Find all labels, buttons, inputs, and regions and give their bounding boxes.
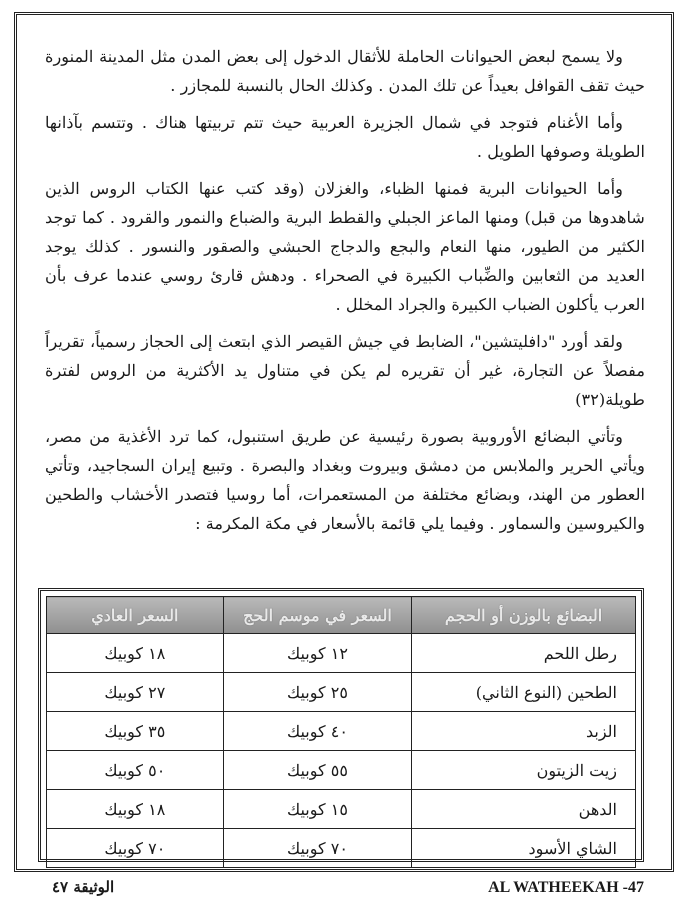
cell-normal-price: ١٨ كوبيك: [47, 790, 224, 829]
paragraph-wild-animals: وأما الحيوانات البرية فمنها الظباء، والغزلان (وقد كتب عنها الكتاب الروس الذين شاهدوها من قبل) ومنها الماعز الجبلي والقطط البرية والضباع والنمور والقرود . كما توجد الكثير من الطيور، منها النعام والبجع والدجاج الحبشي والصقور والنسور . كذلك يوجد العديد من الثعابين والضِّباب الكبيرة في الصحراء . ودهش قارئ روسي عندما عرف بأن العرب يأكلون الضباب الكبيرة والجراد المخلل .: [45, 179, 645, 314]
cell-item: رطل اللحم: [412, 634, 636, 673]
article-body: [45, 42, 645, 546]
table-header-row: [47, 597, 636, 634]
table-row: [47, 712, 636, 751]
cell-normal-price: ٧٠ كوبيك: [47, 829, 224, 868]
cell-normal-price: ٢٧ كوبيك: [47, 673, 224, 712]
price-table: [46, 596, 636, 868]
cell-normal-price: ٥٠ كوبيك: [47, 751, 224, 790]
cell-normal-price: ٣٥ كوبيك: [47, 712, 224, 751]
price-table-frame: [38, 588, 644, 862]
header-hajj-price: السعر في موسم الحج: [223, 597, 411, 634]
header-goods: البضائع بالوزن أو الحجم: [412, 597, 636, 634]
table-row: [47, 790, 636, 829]
cell-item: الزبد: [412, 712, 636, 751]
table-row: [47, 751, 636, 790]
cell-hajj-price: ٥٥ كوبيك: [223, 751, 411, 790]
paragraph-trade-goods: وتأتي البضائع الأوروبية بصورة رئيسية عن طريق استنبول، كما ترد الأغذية من مصر، ويأتي الحرير والملابس من دمشق وبيروت وبغداد والبصرة . وتبيع إيران السجاجيد، وتأتي العطور من الهند، وبضائع مختلفة من المستعمرات، أما روسيا فتصدر الأخشاب والطحين والكيروسين والسماور . وفيما يلي قائمة بالأسعار في مكة المكرمة :: [45, 427, 645, 533]
cell-hajj-price: ١٢ كوبيك: [223, 634, 411, 673]
cell-item: زيت الزيتون: [412, 751, 636, 790]
footer-arabic-page-label: الوثيقة ٤٧: [52, 878, 115, 896]
paragraph-davletshin-report: ولقد أورد "دافليتشين"، الضابط في جيش القيصر الذي ابتعث إلى الحجاز رسمياً، تقريراً مفصلاً عن التجارة، غير أن تقريره لم يكن في متناول يد الأكثرية من الروس لفترة طويلة(٣٢): [45, 332, 645, 409]
table-row: [47, 634, 636, 673]
cell-normal-price: ١٨ كوبيك: [47, 634, 224, 673]
cell-hajj-price: ٢٥ كوبيك: [223, 673, 411, 712]
header-normal-price: السعر العادي: [47, 597, 224, 634]
footer-english-page-label: AL WATHEEKAH -47: [488, 879, 644, 896]
cell-hajj-price: ١٥ كوبيك: [223, 790, 411, 829]
table-row: [47, 829, 636, 868]
cell-hajj-price: ٤٠ كوبيك: [223, 712, 411, 751]
cell-hajj-price: ٧٠ كوبيك: [223, 829, 411, 868]
cell-item: الطحين (النوع الثاني): [412, 673, 636, 712]
paragraph-sheep: وأما الأغنام فتوجد في شمال الجزيرة العربية حيث تتم تربيتها هناك . وتتسم بآذانها الطويلة وصوفها الطويل .: [45, 113, 645, 161]
cell-item: الشاي الأسود: [412, 829, 636, 868]
table-row: [47, 673, 636, 712]
cell-item: الدهن: [412, 790, 636, 829]
paragraph-pack-animals: ولا يسمح لبعض الحيوانات الحاملة للأثقال الدخول إلى بعض المدن مثل المدينة المنورة حيث تقف القوافل بعيداً عن تلك المدن . وكذلك الحال بالنسبة للمجازر .: [45, 47, 645, 95]
